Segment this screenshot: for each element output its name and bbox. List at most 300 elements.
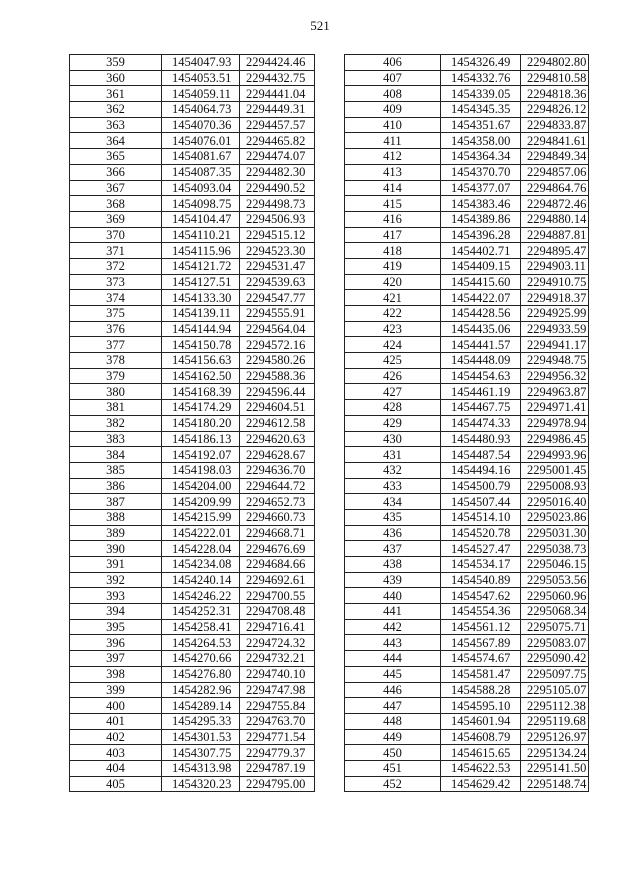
point-number-cell: 365: [70, 149, 162, 165]
y-coordinate-cell: 2294716.41: [240, 619, 315, 635]
table-row: [345, 651, 589, 667]
point-number-cell: 448: [345, 713, 441, 729]
point-number-cell: 433: [345, 478, 441, 494]
x-coordinate-cell: 1454047.93: [162, 55, 240, 71]
point-number-cell: 413: [345, 164, 441, 180]
point-number-cell: 452: [345, 776, 441, 792]
point-number-cell: 444: [345, 651, 441, 667]
point-number-cell: 421: [345, 290, 441, 306]
x-coordinate-cell: 1454480.93: [441, 431, 521, 447]
y-coordinate-cell: 2294849.34: [521, 149, 589, 165]
x-coordinate-cell: 1454540.89: [441, 572, 521, 588]
y-coordinate-cell: 2294424.46: [240, 55, 315, 71]
point-number-cell: 416: [345, 211, 441, 227]
table-row: [345, 274, 589, 290]
point-number-cell: 415: [345, 196, 441, 212]
x-coordinate-cell: 1454507.44: [441, 494, 521, 510]
x-coordinate-cell: 1454554.36: [441, 604, 521, 620]
table-row: [70, 353, 315, 369]
y-coordinate-cell: 2294724.32: [240, 635, 315, 651]
point-number-cell: 382: [70, 415, 162, 431]
x-coordinate-cell: 1454301.53: [162, 729, 240, 745]
point-number-cell: 375: [70, 306, 162, 322]
table-row: [70, 55, 315, 71]
table-row: [345, 211, 589, 227]
x-coordinate-cell: 1454258.41: [162, 619, 240, 635]
point-number-cell: 450: [345, 745, 441, 761]
point-number-cell: 437: [345, 541, 441, 557]
table-row: [345, 86, 589, 102]
table-row: [345, 55, 589, 71]
table-row: [70, 86, 315, 102]
y-coordinate-cell: 2295053.56: [521, 572, 589, 588]
x-coordinate-cell: 1454389.86: [441, 211, 521, 227]
y-coordinate-cell: 2294636.70: [240, 462, 315, 478]
x-coordinate-cell: 1454441.57: [441, 337, 521, 353]
y-coordinate-cell: 2294457.57: [240, 117, 315, 133]
x-coordinate-cell: 1454448.09: [441, 353, 521, 369]
point-number-cell: 446: [345, 682, 441, 698]
x-coordinate-cell: 1454127.51: [162, 274, 240, 290]
point-number-cell: 368: [70, 196, 162, 212]
point-number-cell: 399: [70, 682, 162, 698]
y-coordinate-cell: 2295090.42: [521, 651, 589, 667]
point-number-cell: 374: [70, 290, 162, 306]
point-number-cell: 381: [70, 400, 162, 416]
table-row: [70, 196, 315, 212]
x-coordinate-cell: 1454326.49: [441, 55, 521, 71]
y-coordinate-cell: 2295060.96: [521, 588, 589, 604]
table-row: [70, 651, 315, 667]
y-coordinate-cell: 2294903.11: [521, 258, 589, 274]
point-number-cell: 422: [345, 306, 441, 322]
x-coordinate-cell: 1454162.50: [162, 368, 240, 384]
point-number-cell: 428: [345, 400, 441, 416]
table-row: [70, 713, 315, 729]
x-coordinate-cell: 1454339.05: [441, 86, 521, 102]
y-coordinate-cell: 2294771.54: [240, 729, 315, 745]
table-row: [345, 541, 589, 557]
y-coordinate-cell: 2294925.99: [521, 306, 589, 322]
y-coordinate-cell: 2294572.16: [240, 337, 315, 353]
table-row: [345, 776, 589, 792]
table-row: [345, 306, 589, 322]
table-row: [70, 431, 315, 447]
table-row: [345, 729, 589, 745]
point-number-cell: 391: [70, 557, 162, 573]
table-row: [345, 164, 589, 180]
y-coordinate-cell: 2295105.07: [521, 682, 589, 698]
y-coordinate-cell: 2294948.75: [521, 353, 589, 369]
x-coordinate-cell: 1454364.34: [441, 149, 521, 165]
y-coordinate-cell: 2294833.87: [521, 117, 589, 133]
point-number-cell: 424: [345, 337, 441, 353]
point-number-cell: 412: [345, 149, 441, 165]
table-row: [345, 478, 589, 494]
point-number-cell: 409: [345, 102, 441, 118]
x-coordinate-cell: 1454059.11: [162, 86, 240, 102]
y-coordinate-cell: 2294978.94: [521, 415, 589, 431]
point-number-cell: 364: [70, 133, 162, 149]
y-coordinate-cell: 2295008.93: [521, 478, 589, 494]
x-coordinate-cell: 1454358.00: [441, 133, 521, 149]
table-row: [70, 368, 315, 384]
x-coordinate-cell: 1454474.33: [441, 415, 521, 431]
x-coordinate-cell: 1454234.08: [162, 557, 240, 573]
x-coordinate-cell: 1454520.78: [441, 525, 521, 541]
x-coordinate-cell: 1454064.73: [162, 102, 240, 118]
table-row: [70, 541, 315, 557]
x-coordinate-cell: 1454487.54: [441, 447, 521, 463]
table-row: [345, 431, 589, 447]
point-number-cell: 363: [70, 117, 162, 133]
x-coordinate-cell: 1454104.47: [162, 211, 240, 227]
table-row: [345, 494, 589, 510]
x-coordinate-cell: 1454402.71: [441, 243, 521, 259]
x-coordinate-cell: 1454133.30: [162, 290, 240, 306]
point-number-cell: 372: [70, 258, 162, 274]
table-row: [345, 682, 589, 698]
y-coordinate-cell: 2294841.61: [521, 133, 589, 149]
point-number-cell: 418: [345, 243, 441, 259]
y-coordinate-cell: 2295134.24: [521, 745, 589, 761]
point-number-cell: 426: [345, 368, 441, 384]
y-coordinate-cell: 2295097.75: [521, 666, 589, 682]
y-coordinate-cell: 2294779.37: [240, 745, 315, 761]
point-number-cell: 376: [70, 321, 162, 337]
x-coordinate-cell: 1454093.04: [162, 180, 240, 196]
x-coordinate-cell: 1454222.01: [162, 525, 240, 541]
x-coordinate-cell: 1454192.07: [162, 447, 240, 463]
y-coordinate-cell: 2294684.66: [240, 557, 315, 573]
x-coordinate-cell: 1454534.17: [441, 557, 521, 573]
point-number-cell: 390: [70, 541, 162, 557]
y-coordinate-cell: 2295112.38: [521, 698, 589, 714]
y-coordinate-cell: 2294449.31: [240, 102, 315, 118]
table-row: [70, 776, 315, 792]
table-row: [70, 619, 315, 635]
table-row: [70, 384, 315, 400]
y-coordinate-cell: 2295119.68: [521, 713, 589, 729]
point-number-cell: 401: [70, 713, 162, 729]
point-number-cell: 411: [345, 133, 441, 149]
point-number-cell: 397: [70, 651, 162, 667]
point-number-cell: 395: [70, 619, 162, 635]
y-coordinate-cell: 2295031.30: [521, 525, 589, 541]
y-coordinate-cell: 2294644.72: [240, 478, 315, 494]
x-coordinate-cell: 1454370.70: [441, 164, 521, 180]
x-coordinate-cell: 1454622.53: [441, 760, 521, 776]
table-row: [70, 211, 315, 227]
y-coordinate-cell: 2294588.36: [240, 368, 315, 384]
y-coordinate-cell: 2294708.48: [240, 604, 315, 620]
y-coordinate-cell: 2294755.84: [240, 698, 315, 714]
table-row: [345, 525, 589, 541]
y-coordinate-cell: 2295075.71: [521, 619, 589, 635]
y-coordinate-cell: 2294880.14: [521, 211, 589, 227]
y-coordinate-cell: 2294482.30: [240, 164, 315, 180]
point-number-cell: 362: [70, 102, 162, 118]
point-number-cell: 389: [70, 525, 162, 541]
y-coordinate-cell: 2294580.26: [240, 353, 315, 369]
table-row: [345, 180, 589, 196]
point-number-cell: 366: [70, 164, 162, 180]
x-coordinate-cell: 1454228.04: [162, 541, 240, 557]
table-row: [345, 635, 589, 651]
point-number-cell: 430: [345, 431, 441, 447]
point-number-cell: 379: [70, 368, 162, 384]
table-row: [345, 321, 589, 337]
y-coordinate-cell: 2294887.81: [521, 227, 589, 243]
table-row: [70, 258, 315, 274]
table-row: [70, 337, 315, 353]
y-coordinate-cell: 2294652.73: [240, 494, 315, 510]
y-coordinate-cell: 2294498.73: [240, 196, 315, 212]
y-coordinate-cell: 2295023.86: [521, 509, 589, 525]
point-number-cell: 388: [70, 509, 162, 525]
y-coordinate-cell: 2295083.07: [521, 635, 589, 651]
table-row: [70, 760, 315, 776]
x-coordinate-cell: 1454454.63: [441, 368, 521, 384]
x-coordinate-cell: 1454081.67: [162, 149, 240, 165]
y-coordinate-cell: 2294523.30: [240, 243, 315, 259]
y-coordinate-cell: 2294787.19: [240, 760, 315, 776]
table-row: [345, 368, 589, 384]
x-coordinate-cell: 1454345.35: [441, 102, 521, 118]
table-row: [70, 525, 315, 541]
point-number-cell: 361: [70, 86, 162, 102]
x-coordinate-cell: 1454186.13: [162, 431, 240, 447]
table-row: [345, 353, 589, 369]
table-row: [345, 102, 589, 118]
x-coordinate-cell: 1454168.39: [162, 384, 240, 400]
table-row: [345, 384, 589, 400]
y-coordinate-cell: 2294564.04: [240, 321, 315, 337]
y-coordinate-cell: 2294963.87: [521, 384, 589, 400]
table-row: [345, 400, 589, 416]
point-number-cell: 398: [70, 666, 162, 682]
x-coordinate-cell: 1454246.22: [162, 588, 240, 604]
x-coordinate-cell: 1454435.06: [441, 321, 521, 337]
y-coordinate-cell: 2294857.06: [521, 164, 589, 180]
x-coordinate-cell: 1454240.14: [162, 572, 240, 588]
table-row: [70, 306, 315, 322]
x-coordinate-cell: 1454595.10: [441, 698, 521, 714]
y-coordinate-cell: 2294596.44: [240, 384, 315, 400]
x-coordinate-cell: 1454121.72: [162, 258, 240, 274]
table-row: [345, 509, 589, 525]
point-number-cell: 380: [70, 384, 162, 400]
x-coordinate-cell: 1454581.47: [441, 666, 521, 682]
y-coordinate-cell: 2294700.55: [240, 588, 315, 604]
y-coordinate-cell: 2294740.10: [240, 666, 315, 682]
point-number-cell: 369: [70, 211, 162, 227]
point-number-cell: 439: [345, 572, 441, 588]
y-coordinate-cell: 2294531.47: [240, 258, 315, 274]
point-number-cell: 442: [345, 619, 441, 635]
y-coordinate-cell: 2294604.51: [240, 400, 315, 416]
point-number-cell: 367: [70, 180, 162, 196]
table-row: [70, 321, 315, 337]
point-number-cell: 440: [345, 588, 441, 604]
x-coordinate-cell: 1454198.03: [162, 462, 240, 478]
table-row: [70, 149, 315, 165]
table-row: [70, 635, 315, 651]
x-coordinate-cell: 1454252.31: [162, 604, 240, 620]
x-coordinate-cell: 1454608.79: [441, 729, 521, 745]
table-row: [345, 133, 589, 149]
table-row: [345, 415, 589, 431]
table-row: [70, 447, 315, 463]
y-coordinate-cell: 2295001.45: [521, 462, 589, 478]
table-row: [345, 745, 589, 761]
y-coordinate-cell: 2294795.00: [240, 776, 315, 792]
table-row: [345, 604, 589, 620]
point-number-cell: 392: [70, 572, 162, 588]
table-row: [345, 447, 589, 463]
table-row: [70, 180, 315, 196]
point-number-cell: 383: [70, 431, 162, 447]
coordinate-table-left: [69, 54, 315, 792]
x-coordinate-cell: 1454409.15: [441, 258, 521, 274]
y-coordinate-cell: 2294465.82: [240, 133, 315, 149]
x-coordinate-cell: 1454110.21: [162, 227, 240, 243]
page-number: 521: [310, 18, 330, 33]
table-row: [345, 666, 589, 682]
point-number-cell: 407: [345, 70, 441, 86]
y-coordinate-cell: 2294692.61: [240, 572, 315, 588]
table-row: [70, 164, 315, 180]
table-row: [70, 117, 315, 133]
point-number-cell: 386: [70, 478, 162, 494]
table-row: [345, 70, 589, 86]
x-coordinate-cell: 1454087.35: [162, 164, 240, 180]
x-coordinate-cell: 1454574.67: [441, 651, 521, 667]
y-coordinate-cell: 2294732.21: [240, 651, 315, 667]
x-coordinate-cell: 1454295.33: [162, 713, 240, 729]
point-number-cell: 360: [70, 70, 162, 86]
point-number-cell: 438: [345, 557, 441, 573]
point-number-cell: 420: [345, 274, 441, 290]
table-row: [345, 117, 589, 133]
x-coordinate-cell: 1454053.51: [162, 70, 240, 86]
point-number-cell: 447: [345, 698, 441, 714]
x-coordinate-cell: 1454428.56: [441, 306, 521, 322]
x-coordinate-cell: 1454615.65: [441, 745, 521, 761]
x-coordinate-cell: 1454467.75: [441, 400, 521, 416]
point-number-cell: 393: [70, 588, 162, 604]
y-coordinate-cell: 2295068.34: [521, 604, 589, 620]
table-row: [345, 588, 589, 604]
x-coordinate-cell: 1454588.28: [441, 682, 521, 698]
y-coordinate-cell: 2294432.75: [240, 70, 315, 86]
point-number-cell: 436: [345, 525, 441, 541]
y-coordinate-cell: 2294620.63: [240, 431, 315, 447]
y-coordinate-cell: 2294490.52: [240, 180, 315, 196]
point-number-cell: 417: [345, 227, 441, 243]
point-number-cell: 410: [345, 117, 441, 133]
table-row: [70, 400, 315, 416]
table-row: [70, 666, 315, 682]
table-row: [70, 572, 315, 588]
x-coordinate-cell: 1454422.07: [441, 290, 521, 306]
point-number-cell: 443: [345, 635, 441, 651]
table-row: [345, 196, 589, 212]
x-coordinate-cell: 1454377.07: [441, 180, 521, 196]
table-row: [345, 149, 589, 165]
table-row: [345, 243, 589, 259]
table-row: [70, 509, 315, 525]
table-row: [70, 102, 315, 118]
point-number-cell: 435: [345, 509, 441, 525]
y-coordinate-cell: 2294474.07: [240, 149, 315, 165]
point-number-cell: 387: [70, 494, 162, 510]
y-coordinate-cell: 2295046.15: [521, 557, 589, 573]
x-coordinate-cell: 1454270.66: [162, 651, 240, 667]
y-coordinate-cell: 2294555.91: [240, 306, 315, 322]
point-number-cell: 402: [70, 729, 162, 745]
point-number-cell: 396: [70, 635, 162, 651]
x-coordinate-cell: 1454561.12: [441, 619, 521, 635]
x-coordinate-cell: 1454282.96: [162, 682, 240, 698]
x-coordinate-cell: 1454383.46: [441, 196, 521, 212]
point-number-cell: 408: [345, 86, 441, 102]
y-coordinate-cell: 2294864.76: [521, 180, 589, 196]
x-coordinate-cell: 1454139.11: [162, 306, 240, 322]
x-coordinate-cell: 1454289.14: [162, 698, 240, 714]
table-row: [70, 227, 315, 243]
x-coordinate-cell: 1454629.42: [441, 776, 521, 792]
y-coordinate-cell: 2294539.63: [240, 274, 315, 290]
x-coordinate-cell: 1454547.62: [441, 588, 521, 604]
y-coordinate-cell: 2294506.93: [240, 211, 315, 227]
x-coordinate-cell: 1454514.10: [441, 509, 521, 525]
table-row: [345, 760, 589, 776]
x-coordinate-cell: 1454076.01: [162, 133, 240, 149]
point-number-cell: 429: [345, 415, 441, 431]
x-coordinate-cell: 1454070.36: [162, 117, 240, 133]
y-coordinate-cell: 2294660.73: [240, 509, 315, 525]
table-row: [70, 462, 315, 478]
table-row: [70, 745, 315, 761]
table-row: [345, 572, 589, 588]
point-number-cell: 371: [70, 243, 162, 259]
y-coordinate-cell: 2295016.40: [521, 494, 589, 510]
x-coordinate-cell: 1454098.75: [162, 196, 240, 212]
point-number-cell: 373: [70, 274, 162, 290]
y-coordinate-cell: 2294763.70: [240, 713, 315, 729]
table-row: [70, 698, 315, 714]
table-row: [70, 682, 315, 698]
table-row: [70, 274, 315, 290]
y-coordinate-cell: 2295148.74: [521, 776, 589, 792]
table-row: [70, 588, 315, 604]
y-coordinate-cell: 2294986.45: [521, 431, 589, 447]
y-coordinate-cell: 2294441.04: [240, 86, 315, 102]
y-coordinate-cell: 2294956.32: [521, 368, 589, 384]
point-number-cell: 434: [345, 494, 441, 510]
y-coordinate-cell: 2294971.41: [521, 400, 589, 416]
point-number-cell: 394: [70, 604, 162, 620]
point-number-cell: 431: [345, 447, 441, 463]
table-row: [345, 227, 589, 243]
y-coordinate-cell: 2294515.12: [240, 227, 315, 243]
table-row: [70, 478, 315, 494]
x-coordinate-cell: 1454494.16: [441, 462, 521, 478]
table-row: [70, 243, 315, 259]
x-coordinate-cell: 1454115.96: [162, 243, 240, 259]
y-coordinate-cell: 2294818.36: [521, 86, 589, 102]
